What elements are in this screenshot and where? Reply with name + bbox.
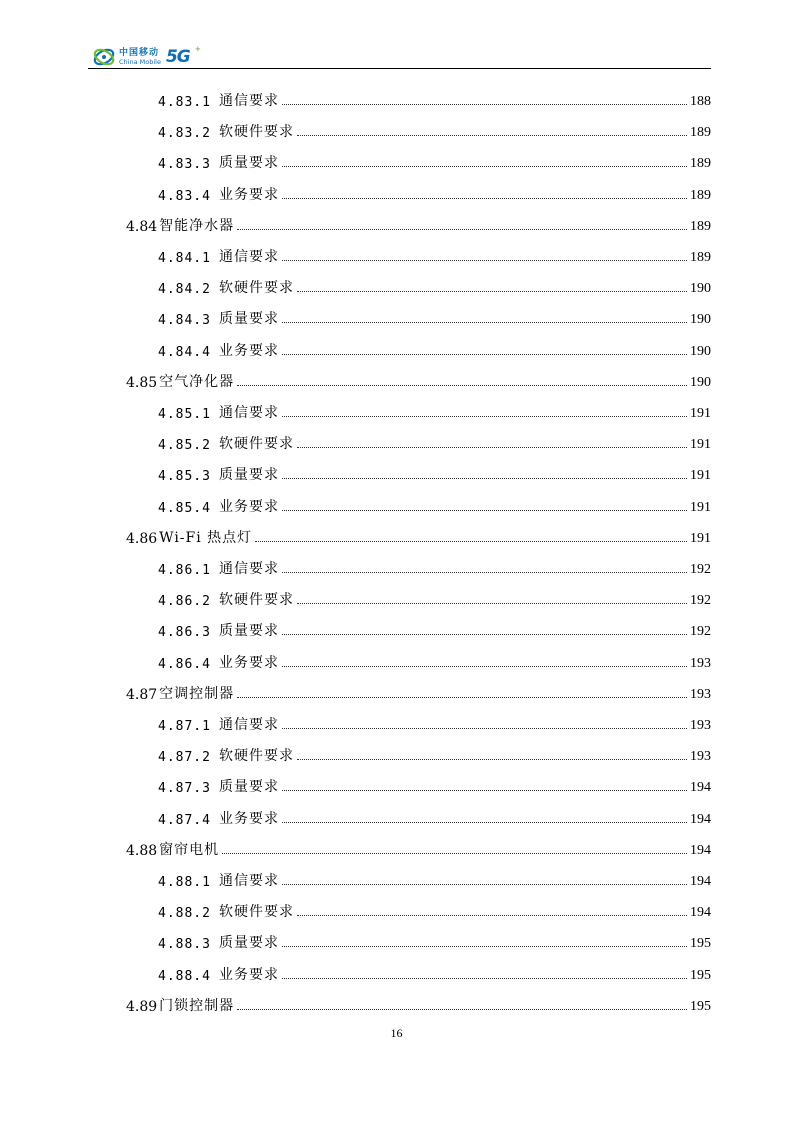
toc-entry[interactable] [158,804,711,828]
toc-entry-number: 4.86.2 [158,594,211,610]
toc-entry-page: 194 [690,905,711,921]
toc-entry-page: 195 [690,967,711,983]
toc-entry-number: 4.84.1 [158,251,211,266]
toc-entry-title: 门锁控制器 [159,997,235,1014]
toc-entry-page: 193 [690,655,711,671]
toc-entry[interactable] [158,554,711,578]
toc-entry[interactable] [126,367,711,391]
toc-entry[interactable] [158,180,711,204]
toc-entry[interactable] [126,211,711,235]
toc-entry-number: 4.87.1 [158,719,211,734]
toc-dot-leader [282,978,687,979]
toc-dot-leader [282,822,687,823]
toc-entry-number: 4.87.4 [158,812,211,828]
toc-entry-number: 4.83.4 [158,188,211,204]
toc-entry-page: 191 [690,468,711,484]
toc-entry-page: 190 [690,343,711,359]
toc-entry-title: 智能净水器 [159,217,235,234]
toc-entry-number: 4.86.3 [158,625,211,641]
toc-entry[interactable] [158,148,711,172]
toc-entry-page: 190 [690,374,711,390]
toc-dot-leader [282,354,687,355]
toc-dot-leader [222,853,687,854]
toc-dot-leader [282,166,687,167]
toc-entry-title: Wi-Fi 热点灯 [159,529,253,546]
toc-dot-leader [282,884,687,885]
toc-dot-leader [255,541,687,542]
toc-entry-page: 193 [690,718,711,733]
toc-entry[interactable] [158,242,711,266]
toc-entry-number: 4.83.1 [158,95,211,110]
toc-entry[interactable] [158,336,711,360]
toc-entry-number: 4.86.1 [158,563,211,578]
toc-entry[interactable] [158,304,711,328]
toc-entry-page: 191 [690,499,711,515]
toc-dot-leader [237,697,687,698]
toc-entry-number: 4.83.2 [158,126,211,142]
toc-dot-leader [297,759,687,760]
toc-entry-title: 质量要求 [218,311,279,328]
toc-entry-title: 业务要求 [218,342,279,359]
toc-dot-leader [297,603,687,604]
toc-dot-leader [297,447,687,448]
toc-entry-title: 空气净化器 [159,373,235,390]
toc-entry-page: 191 [690,530,711,546]
logo-chinese-text: 中国移动 [119,47,160,58]
toc-entry-title: 通信要求 [218,561,279,577]
toc-entry-title: 软硬件要求 [218,904,294,921]
page-number: 16 [390,1026,403,1040]
toc-entry-title: 质量要求 [218,467,279,484]
toc-dot-leader [282,790,687,791]
logo-plus-mark: + [194,45,200,53]
toc-entry-page: 193 [690,686,711,702]
toc-entry-number: 4.88 [126,842,158,859]
toc-entry-title: 通信要求 [218,405,279,421]
toc-entry-number: 4.86 [126,530,158,547]
toc-entry[interactable] [126,991,711,1015]
toc-entry-page: 194 [690,780,711,796]
toc-dot-leader [282,198,687,199]
toc-dot-leader [237,385,687,386]
toc-entry-title: 通信要求 [218,873,279,889]
toc-entry-number: 4.88.4 [158,968,211,984]
toc-entry[interactable] [158,897,711,921]
toc-entry-page: 192 [690,593,711,609]
toc-entry-page: 189 [690,187,711,203]
toc-entry[interactable] [158,960,711,984]
toc-entry-number: 4.85 [126,374,158,391]
toc-entry[interactable] [158,86,711,110]
logo-english-text: China Mobile [119,57,161,66]
toc-entry-title: 通信要求 [218,717,279,733]
toc-entry[interactable] [158,741,711,765]
toc-entry-title: 通信要求 [218,249,279,265]
toc-entry-title: 软硬件要求 [218,280,294,297]
toc-entry-number: 4.84 [126,218,158,235]
toc-entry-page: 194 [690,811,711,827]
toc-entry-number: 4.87.2 [158,750,211,766]
toc-entry-title: 通信要求 [218,93,279,109]
toc-entry-number: 4.89 [126,998,158,1015]
toc-dot-leader [282,322,687,323]
toc-entry-page: 191 [690,437,711,453]
toc-entry-number: 4.85.1 [158,407,211,422]
toc-entry-page: 194 [690,842,711,858]
toc-dot-leader [282,666,687,667]
toc-entry-number: 4.86.4 [158,656,211,672]
toc-entry-page: 195 [690,936,711,952]
toc-entry[interactable] [158,429,711,453]
toc-entry-page: 193 [690,749,711,765]
toc-entry-number: 4.83.3 [158,157,211,173]
toc-entry-title: 窗帘电机 [159,841,220,858]
toc-entry[interactable] [158,398,711,422]
toc-entry-number: 4.88.1 [158,875,211,890]
toc-dot-leader [282,416,687,417]
toc-dot-leader [282,572,687,573]
china-mobile-logo-icon [92,45,116,69]
toc-dot-leader [282,946,687,947]
logo-5g-mark: 5G + [165,45,200,67]
toc-entry[interactable] [158,117,711,141]
toc-entry-page: 191 [690,406,711,421]
toc-entry[interactable] [158,866,711,890]
toc-dot-leader [282,478,687,479]
toc-entry-page: 189 [690,156,711,172]
toc-entry-number: 4.87 [126,686,158,703]
toc-entry-number: 4.88.2 [158,906,211,922]
toc-dot-leader [282,104,687,105]
toc-entry-title: 软硬件要求 [218,592,294,609]
toc-entry[interactable] [126,835,711,859]
toc-entry-page: 189 [690,250,711,265]
toc-entry-page: 194 [690,874,711,889]
toc-entry-title: 业务要求 [218,186,279,203]
toc-entry-number: 4.87.3 [158,781,211,797]
toc-entry[interactable] [158,585,711,609]
toc-entry-page: 189 [690,218,711,234]
toc-entry-number: 4.85.2 [158,438,211,454]
toc-dot-leader [282,634,687,635]
toc-dot-leader [282,510,687,511]
toc-entry-title: 业务要求 [218,810,279,827]
toc-entry[interactable] [158,648,711,672]
header-divider [88,68,711,69]
toc-dot-leader [297,915,687,916]
toc-dot-leader [282,260,687,261]
toc-dot-leader [237,229,687,230]
toc-entry-title: 质量要求 [218,779,279,796]
toc-entry-page: 189 [690,125,711,141]
toc-entry-page: 192 [690,624,711,640]
toc-entry-page: 192 [690,562,711,577]
toc-entry-page: 195 [690,998,711,1014]
toc-entry[interactable] [126,523,711,547]
china-mobile-logo [92,45,200,69]
toc-entry-title: 软硬件要求 [218,124,294,141]
toc-entry-number: 4.85.4 [158,500,211,516]
toc-entry[interactable] [158,273,711,297]
toc-entry[interactable] [158,772,711,796]
toc-entry-number: 4.88.3 [158,937,211,953]
toc-entry[interactable] [158,928,711,952]
toc-entry-title: 软硬件要求 [218,748,294,765]
toc-entry-title: 业务要求 [218,966,279,983]
toc-entry-number: 4.85.3 [158,469,211,485]
toc-dot-leader [237,1009,687,1010]
toc-entry-number: 4.84.4 [158,344,211,360]
toc-entry-title: 质量要求 [218,935,279,952]
page-header [88,42,711,69]
toc-entry-title: 软硬件要求 [218,436,294,453]
toc-entry[interactable] [158,460,711,484]
toc-entry-page: 190 [690,281,711,297]
toc-entry-title: 业务要求 [218,498,279,515]
toc-dot-leader [297,135,687,136]
toc-entry-title: 空调控制器 [159,685,235,702]
toc-entry-title: 质量要求 [218,155,279,172]
toc-entry-title: 质量要求 [218,623,279,640]
toc-entry[interactable] [158,616,711,640]
toc-entry[interactable] [126,679,711,703]
toc-entry[interactable] [158,710,711,734]
toc-entry-title: 业务要求 [218,654,279,671]
toc-entry[interactable] [158,492,711,516]
toc-entry-number: 4.84.3 [158,313,211,329]
toc-entry-number: 4.84.2 [158,282,211,298]
toc-dot-leader [297,291,687,292]
toc-entry-page: 190 [690,312,711,328]
toc-dot-leader [282,728,687,729]
toc-entry-page: 188 [690,94,711,109]
